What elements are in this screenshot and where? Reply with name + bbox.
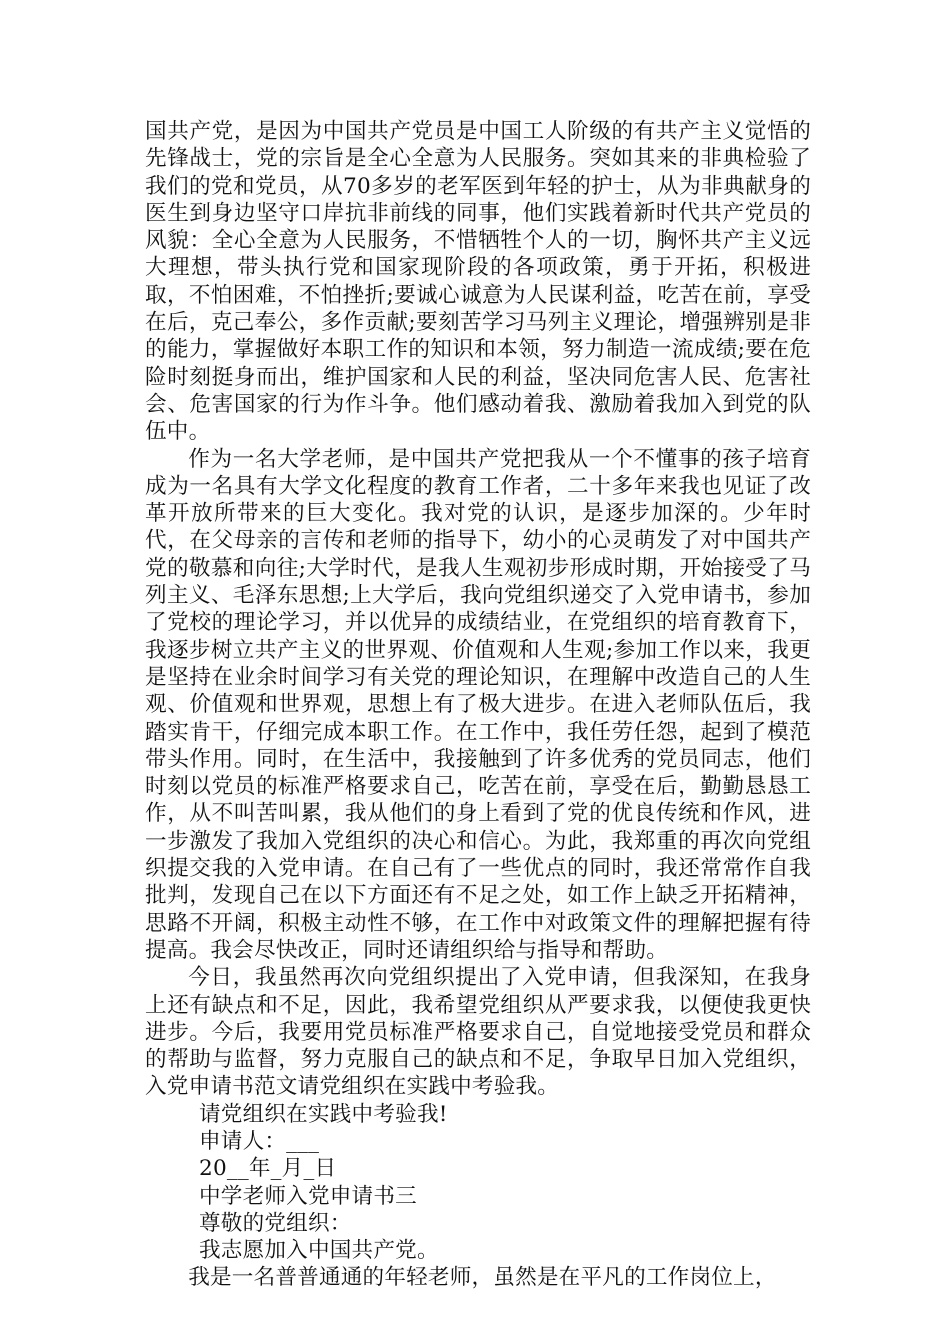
salutation: 尊敬的党组织： <box>199 1210 352 1236</box>
closing-line: 请党组织在实践中考验我! <box>199 1101 448 1127</box>
paragraph-1: 国共产党，是因为中国共产党员是中国工人阶级的有共产主义觉悟的先锋战士，党的宗旨是全心全意为人民服务。突如其来的非典检验了我们的党和党员，从70多岁的老军医到年轻的护士，从为非典献身的医生到身边坚守口岸抗非前线的同事，他们实践着新时代共产党员的风貌：全心全意为人民服务，不惜牺牲个人的一切，胸怀共产主义远大理想，带头执行党和国家现阶段的各项政策，勇于开拓，积极进取，不怕困难，不怕挫折;要诚心诚意为人民谋利益，吃苦在前，享受在后，克己奉公，多作贡献;要刻苦学习马列主义理论，增强辨别是非的能力，掌握做好本职工作的知识和本领，努力制造一流成绩;要在危险时刻挺身而出，维护国家和人民的利益，坚决同危害人民、危害社会、危害国家的行为作斗争。他们感动着我、激励着我加入到党的队伍中。 <box>145 119 811 445</box>
date-line: 20__年_月_日 <box>199 1156 337 1182</box>
document-body <box>145 118 811 1292</box>
paragraph-3: 今日，我虽然再次向党组织提出了入党申请，但我深知，在我身上还有缺点和不足，因此，我希望党组织从严要求我，以便使我更快进步。今后，我要用党员标准严格要求自己，自觉地接受党员和群众的帮助与监督，努力克服自己的缺点和不足，争取早日加入党组织，入党申请书范文请党组织在实践中考验我。 <box>145 965 811 1100</box>
applicant-line: 申请人：___ <box>199 1128 320 1154</box>
statement-line: 我志愿加入中国共产党。 <box>199 1238 439 1264</box>
section-title: 中学老师入党申请书三 <box>199 1183 417 1209</box>
final-paragraph: 我是一名普普通通的年轻老师，虽然是在平凡的工作岗位上， <box>188 1265 777 1291</box>
paragraph-2: 作为一名大学老师，是中国共产党把我从一个不懂事的孩子培育成为一名具有大学文化程度的教育工作者，二十多年来我也见证了改革开放所带来的巨大变化。我对党的认识，是逐步加深的。少年时代，在父母亲的言传和老师的指导下，幼小的心灵萌发了对中国共产党的敬慕和向往;大学时代，是我人生观初步形成时期，开始接受了马列主义、毛泽东思想;上大学后，我向党组织递交了入党申请书，参加了党校的理论学习，并以优异的成绩结业，在党组织的培育教育下，我逐步树立共产主义的世界观、价值观和人生观;参加工作以来，我更是坚持在业余时间学习有关党的理论知识，在理解中改造自己的人生观、价值观和世界观，思想上有了极大进步。在进入老师队伍后，我踏实肯干，仔细完成本职工作。在工作中，我任劳任怨，起到了模范带头作用。同时，在生活中，我接触到了许多优秀的党员同志，他们时刻以党员的标准严格要求自己，吃苦在前，享受在后，勤勤恳恳工作，从不叫苦叫累，我从他们的身上看到了党的优良传统和作风，进一步激发了我加入党组织的决心和信心。为此，我郑重的再次向党组织提交我的入党申请。在自己有了一些优点的同时，我还常常作自我批判，发现自己在以下方面还有不足之处，如工作上缺乏开拓精神，思路不开阔，积极主动性不够，在工作中对政策文件的理解把握有待提高。我会尽快改正，同时还请组织给与指导和帮助。 <box>145 446 811 963</box>
